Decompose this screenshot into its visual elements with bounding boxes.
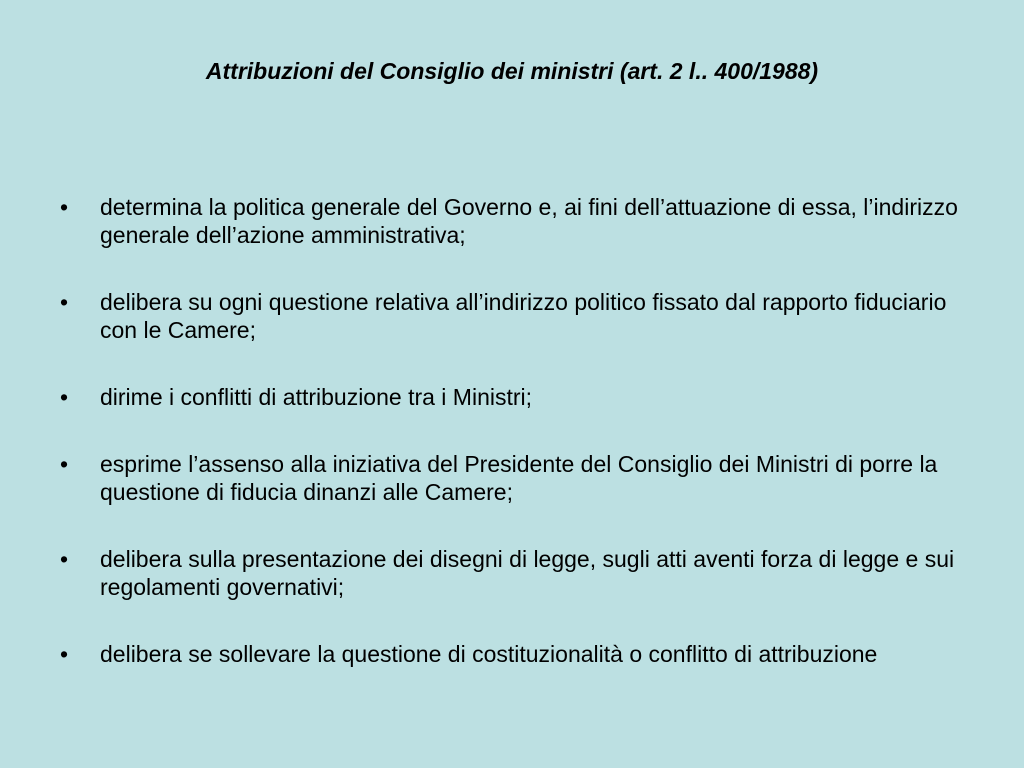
bullet-text: determina la politica generale del Governo e, ai fini dell’attuazione di essa, l’indirizzo generale dell’azione amministrativa; <box>100 194 958 248</box>
bullet-text: delibera su ogni questione relativa all’indirizzo politico fissato dal rapporto fiduciario con le Camere; <box>100 289 947 343</box>
bullet-text: delibera se sollevare la questione di costituzionalità o conflitto di attribuzione <box>100 641 878 667</box>
bullet-text: dirime i conflitti di attribuzione tra i Ministri; <box>100 384 533 410</box>
bullet-text: delibera sulla presentazione dei disegni di legge, sugli atti aventi forza di legge e sui regolamenti governativi; <box>100 546 955 600</box>
bullet-icon: • <box>60 641 69 667</box>
bullet-icon: • <box>60 546 69 572</box>
list-item <box>60 193 970 249</box>
bullet-text: esprime l’assenso alla iniziativa del Presidente del Consiglio dei Ministri di porre la questione di fiducia dinanzi alle Camere; <box>100 451 938 505</box>
bullet-icon: • <box>60 384 69 410</box>
slide-title: Attribuzioni del Consiglio dei ministri (art. 2 l.. 400/1988) <box>205 58 819 84</box>
list-item <box>60 288 970 344</box>
list-item <box>60 640 970 668</box>
bullet-icon: • <box>60 289 69 315</box>
bullet-icon: • <box>60 451 69 477</box>
bullet-icon: • <box>60 194 69 220</box>
list-item <box>60 450 970 506</box>
list-item <box>60 545 970 601</box>
bullet-list <box>60 193 970 668</box>
list-item <box>60 383 970 411</box>
